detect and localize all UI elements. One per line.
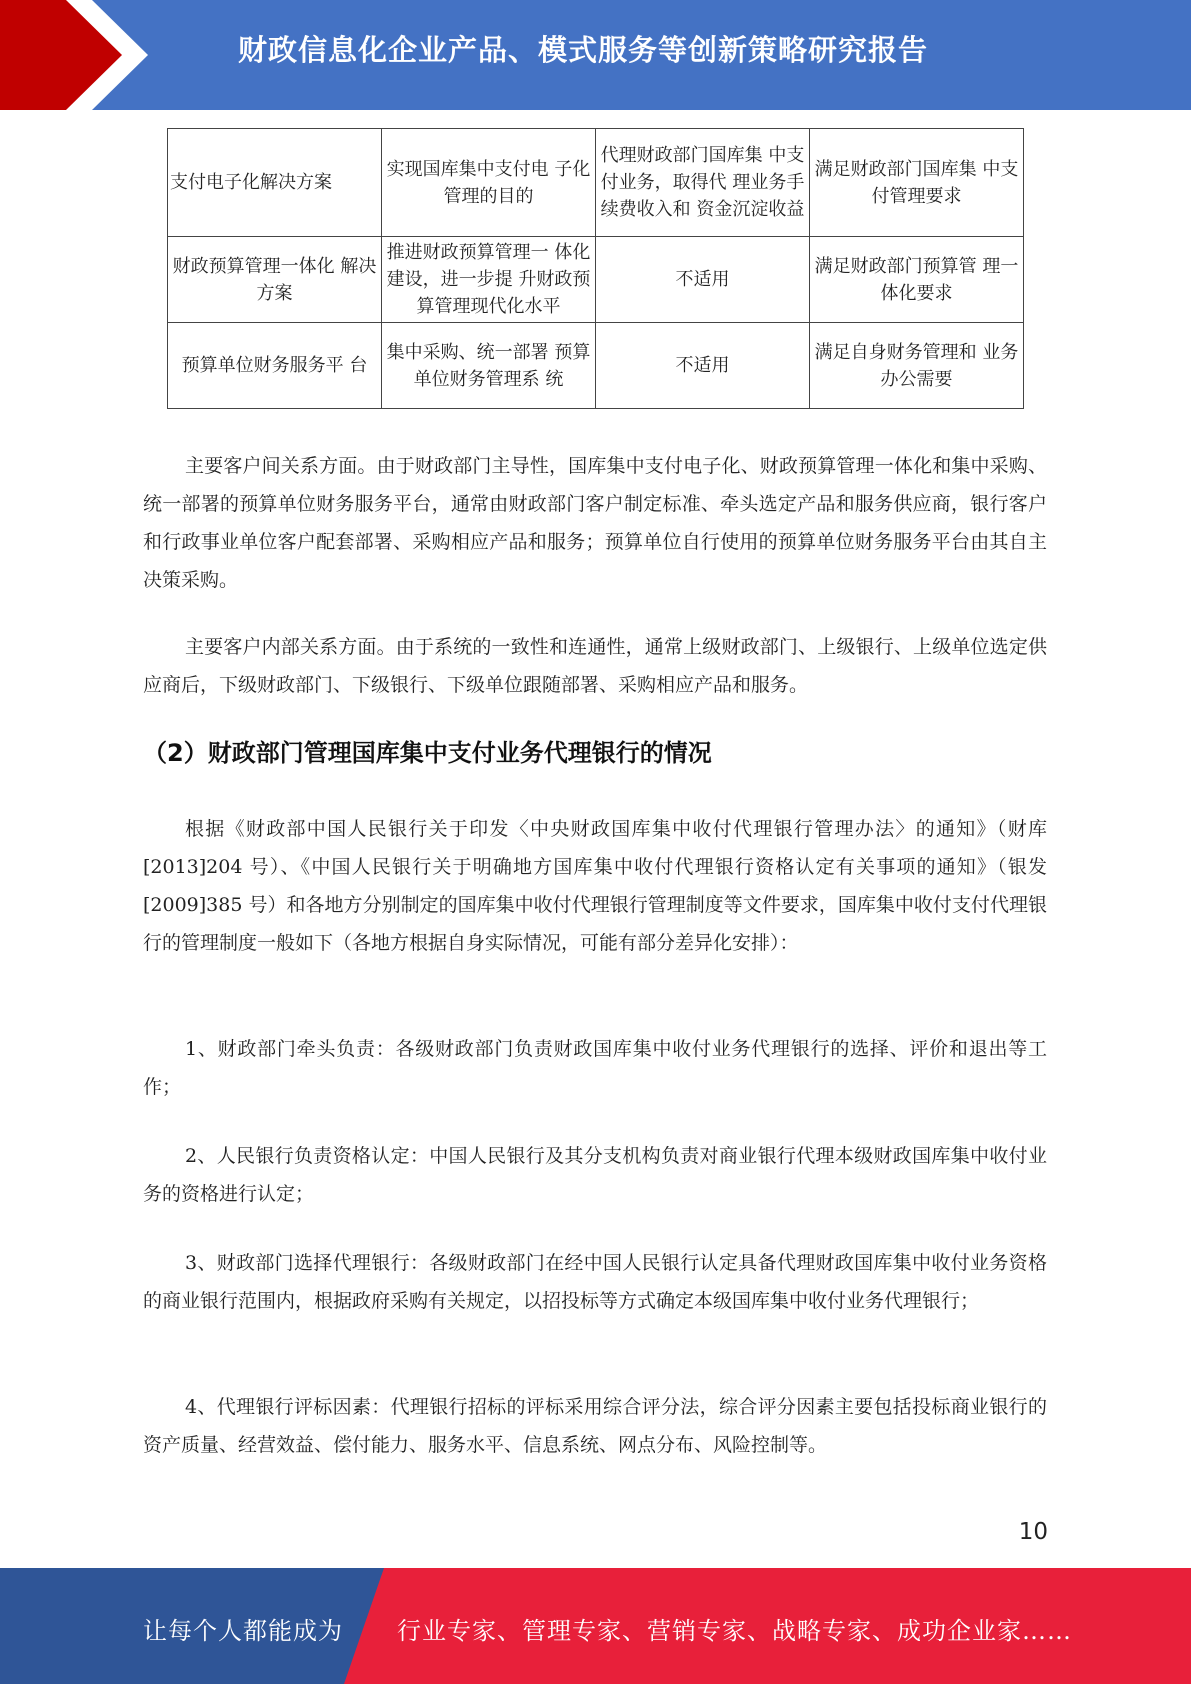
page-number: 10 bbox=[1018, 1519, 1048, 1545]
table-cell: 满足财政部门国库集 中支付管理要求 bbox=[810, 129, 1024, 237]
table-cell: 不适用 bbox=[596, 323, 810, 409]
header-banner bbox=[0, 0, 1191, 110]
table-row bbox=[168, 323, 1024, 409]
table-cell: 满足自身财务管理和 业务办公需要 bbox=[810, 323, 1024, 409]
paragraph-regulations: 根据《财政部中国人民银行关于印发〈中央财政国库集中收付代理银行管理办法〉的通知》（财库[2013]204 号）、《中国人民银行关于明确地方国库集中收付代理银行资格认定有关事项的通知》（银发[2009]385 号）和各地方分别制定的国库集中收付代理银行管理制度等文件要求，国库集中收付支付代理银行的管理制度一般如下（各地方根据自身实际情况，可能有部分差异化安排）： bbox=[143, 818, 1047, 954]
section-heading: （2）财政部门管理国库集中支付业务代理银行的情况 bbox=[143, 739, 712, 767]
table-cell: 支付电子化解决方案 bbox=[168, 129, 382, 237]
paragraph-internal-relations: 主要客户内部关系方面。由于系统的一致性和连通性，通常上级财政部门、上级银行、上级单位选定供应商后，下级财政部门、下级银行、下级单位跟随部署、采购相应产品和服务。 bbox=[143, 636, 1047, 696]
table-cell: 代理财政部门国库集 中支付业务，取得代 理业务手续费收入和 资金沉淀收益 bbox=[596, 129, 810, 237]
list-item: 2、人民银行负责资格认定：中国人民银行及其分支机构负责对商业银行代理本级财政国库集中收付业务的资格进行认定； bbox=[143, 1145, 1047, 1205]
table-cell: 推进财政预算管理一 体化建设，进一步提 升财政预算管理现代化水平 bbox=[382, 237, 596, 323]
table-cell: 实现国库集中支付电 子化管理的目的 bbox=[382, 129, 596, 237]
table-cell: 预算单位财务服务平 台 bbox=[168, 323, 382, 409]
solutions-table bbox=[167, 128, 1024, 409]
footer-slogan-right: 行业专家、管理专家、营销专家、战略专家、成功企业家…… bbox=[397, 1617, 1072, 1645]
table-row bbox=[168, 237, 1024, 323]
paragraph-customer-relations: 主要客户间关系方面。由于财政部门主导性，国库集中支付电子化、财政预算管理一体化和集中采购、统一部署的预算单位财务服务平台，通常由财政部门客户制定标准、牵头选定产品和服务供应商，银行客户和行政事业单位客户配套部署、采购相应产品和服务；预算单位自行使用的预算单位财务服务平台由其自主决策采购。 bbox=[143, 455, 1047, 591]
document-title: 财政信息化企业产品、模式服务等创新策略研究报告 bbox=[238, 33, 929, 67]
table-cell: 集中采购、统一部署 预算单位财务管理系 统 bbox=[382, 323, 596, 409]
table-cell: 财政预算管理一体化 解决方案 bbox=[168, 237, 382, 323]
table-cell: 不适用 bbox=[596, 237, 810, 323]
footer-banner bbox=[0, 1568, 1191, 1684]
list-item: 1、财政部门牵头负责：各级财政部门负责财政国库集中收付业务代理银行的选择、评价和退出等工作； bbox=[143, 1038, 1047, 1098]
footer-slogan-left: 让每个人都能成为 bbox=[143, 1617, 343, 1645]
table-cell: 满足财政部门预算管 理一体化要求 bbox=[810, 237, 1024, 323]
list-item: 3、财政部门选择代理银行：各级财政部门在经中国人民银行认定具备代理财政国库集中收付业务资格的商业银行范围内，根据政府采购有关规定，以招投标等方式确定本级国库集中收付业务代理银行； bbox=[143, 1252, 1047, 1312]
table-row bbox=[168, 129, 1024, 237]
list-item: 4、代理银行评标因素：代理银行招标的评标采用综合评分法，综合评分因素主要包括投标商业银行的资产质量、经营效益、偿付能力、服务水平、信息系统、网点分布、风险控制等。 bbox=[143, 1396, 1047, 1456]
